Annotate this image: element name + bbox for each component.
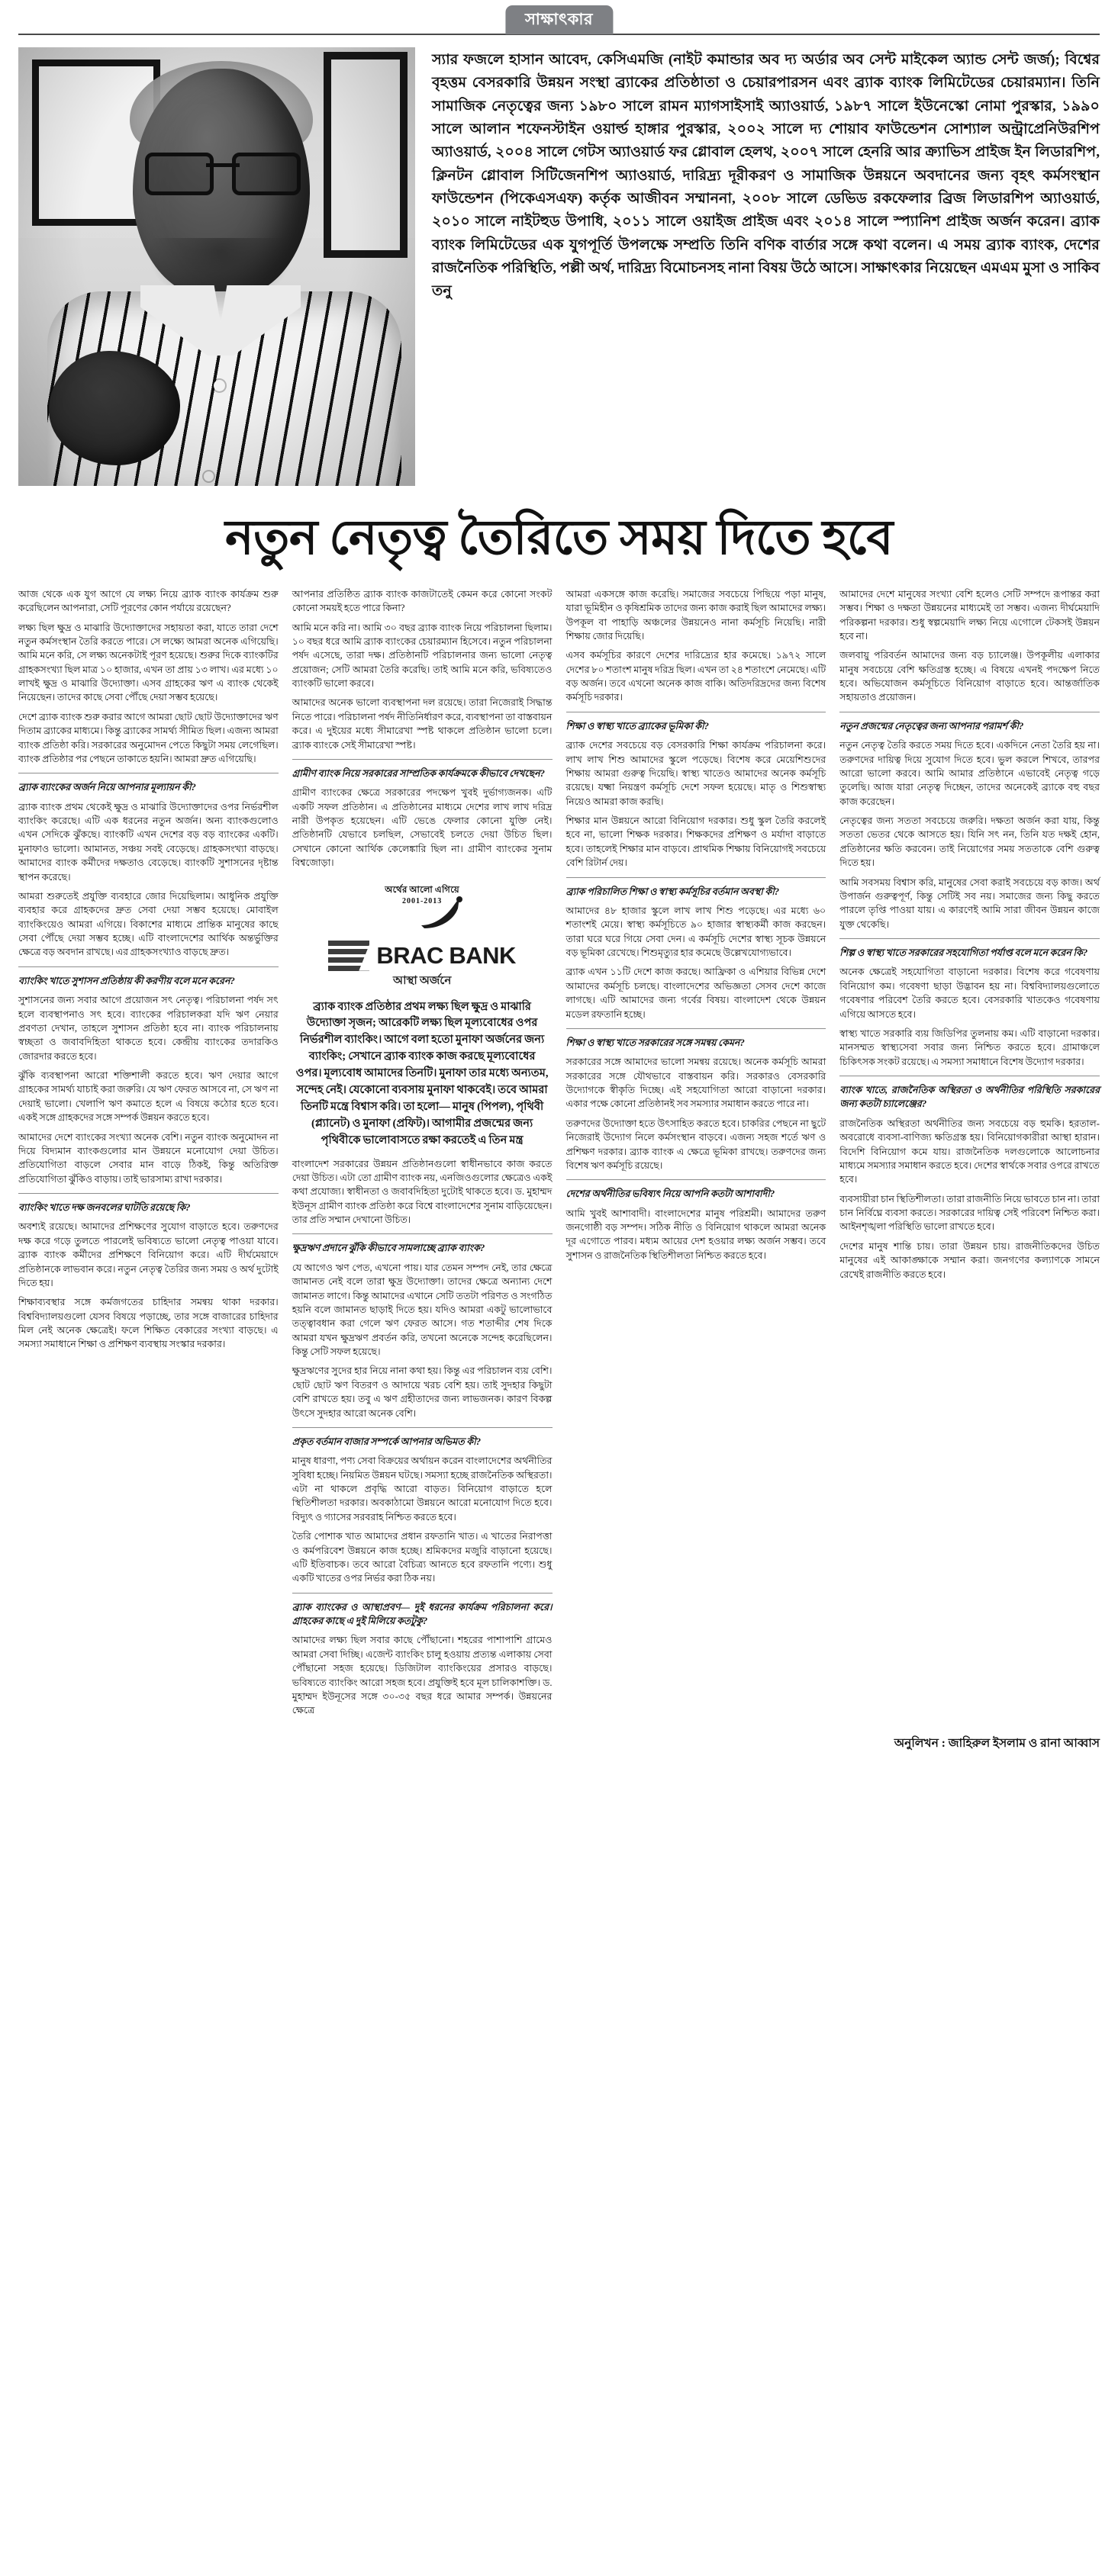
section-divider [292,759,553,760]
question-text: গ্রামীণ ব্যাংক নিয়ে সরকারের সাম্প্রতিক কার্যক্রমকে কীভাবে দেখছেন? [292,767,545,779]
question-text: শিল্প ও স্বাস্থ্য খাতে সরকারের সহযোগিতা পর্যাপ্ত বলে মনে করেন কি? [839,947,1088,959]
body-paragraph: ব্র্যাক দেশের সবচেয়ে বড় বেসরকারি শিক্ষা কার্যক্রম পরিচালনা করে। লাখ লাখ শিশু আমাদের স্কুলে পড়েছে। বিশেষ করে মেয়েশিশুদের শিক্ষায় আমরা গুরুত্ব দিয়েছি। স্বাস্থ্য খাতেও আমাদের অনেক কর্মসূচি রয়েছে। যক্ষ্মা নিয়ন্ত্রণ কর্মসূচি দেশে সফল হয়েছে। মাতৃ ও শিশুস্বাস্থ্য নিয়েও আমরা কাজ করছি। [565,740,826,807]
question-text: নতুন প্রজন্মের নেতৃত্বের জন্য আপনার পরামর্শ কী? [839,720,1024,732]
question-text: ব্যাংকিং খাতে দক্ষ জনবলের ঘাটতি রয়েছে কি? [18,1202,191,1214]
section-divider [292,1233,553,1234]
section-divider [566,1028,826,1029]
seal-years: 2001-2013 [401,896,443,905]
body-paragraph: ব্র্যাক ব্যাংক প্রথম থেকেই ক্ষুদ্র ও মাঝারি উদ্যোক্তাদের ওপর নির্ভরশীল ব্যাংকিং করেছে। এটি এক ধরনের নতুন অর্জন। অন্য ব্যাংকগুলোও এখন সেদিকে ঝুঁকছে। ব্যাংকটি এখন দেশের বড় বড় ব্যাংকের একটি। মুনাফাও ভালো। আমানত, সঞ্চয় সবই বেড়েছে। গ্রাহকসংখ্যা বাড়ছে। আমাদের ব্যাংক কর্মীদের দক্ষতাও বেড়েছে। ব্যাংকটি সুশাসনের দৃষ্টান্ত স্থাপন করেছে। [18,801,279,883]
body-paragraph: শিক্ষাব্যবস্থার সঙ্গে কর্মজগতের চাহিদার সমন্বয় থাকা দরকার। বিশ্ববিদ্যালয়গুলো যেসব বিষয়ে পড়াচ্ছে, তার সঙ্গে বাজারের চাহিদার মিল নেই অনেক ক্ষেত্রেই। ফলে শিক্ষিত বেকারের সংখ্যা বাড়ছে। এ সমস্যা সমাধানে শিক্ষা ও প্রশিক্ষণ ব্যবস্থায় সংস্কার দরকার। [18,1297,279,1350]
question-text: ব্র্যাক ব্যাংকের ও আস্থাপ্রবণ— দুই ধরনের কার্যক্রম পরিচালনা করে। গ্রাহকের কাছে এ দুই মিলিয়ে কতটুকু? [292,1601,553,1627]
body-paragraph: ঝুঁকি ব্যবস্থাপনা আরো শক্তিশালী করতে হবে। ঋণ দেয়ার আগে গ্রাহকের সামর্থ্য যাচাই করা জরুরি। যে ঋণ ফেরত আসবে না, সে ঋণ না দেয়াই ভালো। খেলাপি ঋণ কমাতে হলে এ বিষয়ে কঠোর হতে হবে। একই সঙ্গে গ্রাহকদের সঙ্গে সম্পর্ক উন্নয়ন করতে হবে। [18,1070,279,1124]
photo-vignette [18,47,415,486]
column-4 [839,587,1100,1287]
body-paragraph: অনেক ক্ষেত্রেই সহযোগিতা বাড়ানো দরকার। বিশেষ করে গবেষণায় বিনিয়োগ কম। গবেষণা ছাড়া উদ্ভাবন হয় না। বিশ্ববিদ্যালয়গুলোতে গবেষণার পরিবেশ তৈরি করতে হবে। বেসরকারি খাতকেও গবেষণায় এগিয়ে আসতে হবে। [839,966,1100,1020]
body-paragraph: ক্ষুদ্রঋণের সুদের হার নিয়ে নানা কথা হয়। কিন্তু এর পরিচালন ব্যয় বেশি। ছোট ছোট ঋণ বিতরণ ও আদায়ে খরচ বেশি হয়। তাই সুদহার কিছুটা বেশি রাখতে হয়। তবু এ ঋণ গ্রহীতাদের জন্য লাভজনক। কারণ বিকল্প উৎসে সুদহার আরো অনেক বেশি। [292,1365,553,1419]
body-paragraph: তরুণদের উদ্যোক্তা হতে উৎসাহিত করতে হবে। চাকরির পেছনে না ছুটে নিজেরাই উদ্যোগ নিলে কর্মসংস্থান বাড়বে। এজন্য সহজ শর্তে ঋণ ও প্রশিক্ষণ দরকার। ব্র্যাক ব্যাংক এ ক্ষেত্রে ভূমিকা রাখছে। তরুণদের জন্য বিশেষ ঋণ কর্মসূচি রয়েছে। [565,1118,826,1171]
body-paragraph: নেতৃত্বের জন্য সততা সবচেয়ে জরুরি। দক্ষতা অর্জন করা যায়, কিন্তু সততা ভেতর থেকে আসতে হয়। যিনি সৎ নন, তিনি যত দক্ষই হোন, প্রতিষ্ঠানের ক্ষতি করবেন। তাই নিয়োগের সময় সততাকে বেশি গুরুত্ব দিতে হয়। [839,815,1100,869]
body-paragraph: তৈরি পোশাক খাত আমাদের প্রধান রফতানি খাত। এ খাতের নিরাপত্তা ও কর্মপরিবেশ উন্নয়নে কাজ হচ্ছে। শ্রমিকদের মজুরি বাড়ানো হয়েছে। এটি ইতিবাচক। তবে আরো বৈচিত্র্য আনতে হবে রফতানি পণ্যে। শুধু একটি খাতের ওপর নির্ভর করা ঠিক নয়। [292,1531,553,1584]
top-block [18,35,1100,486]
section-badge: সাক্ষাৎকার [505,5,613,34]
brac-bank-logo-block [292,880,553,990]
body-paragraph: আমরা শুরুতেই প্রযুক্তি ব্যবহারে জোর দিয়েছিলাম। আধুনিক প্রযুক্তি ব্যবহার করে গ্রাহকদের দ্রুত সেবা দেয়া সম্ভব হয়েছে। মোবাইল ব্যাংকিংয়েও আমরা এগিয়ে। বিকাশের মাধ্যমে প্রান্তিক মানুষের কাছে সেবা পৌঁছে দেয়া সম্ভব হচ্ছে। এটি বাংলাদেশের আর্থিক অন্তর্ভুক্তির ক্ষেত্রে বড় অবদান রাখছে। এর গ্রাহকসংখ্যাও বাড়ছে দ্রুত। [18,890,279,958]
question-text: দেশের অর্থনীতির ভবিষ্যৎ নিয়ে আপনি কতটা আশাবাদী? [565,1188,775,1200]
body-columns [18,587,1100,1723]
section-divider [18,966,279,967]
body-paragraph: শিক্ষার মান উন্নয়নে আরো বিনিয়োগ দরকার। শুধু স্কুল তৈরি করলেই হবে না, ভালো শিক্ষক দরকার। শিক্ষকদের প্রশিক্ষণ ও মর্যাদা বাড়াতে হবে। তাহলেই শিক্ষার মান বাড়বে। প্রাথমিক শিক্ষায় বিনিয়োগই সবচেয়ে বেশি রিটার্ন দেয়। [565,815,826,869]
question-text: ক্ষুদ্রঋণ প্রদানে ঝুঁকি কীভাবে সামলাচ্ছে ব্র্যাক ব্যাংক? [292,1243,485,1254]
body-paragraph: স্বাস্থ্য খাতে সরকারি ব্যয় জিডিপির তুলনায় কম। এটি বাড়ানো দরকার। মানসম্মত স্বাস্থ্যসেবা সবার জন্য নিশ্চিত করতে হবে। গ্রামাঞ্চলে চিকিৎসক সংকট রয়েছে। এ সমস্যা সমাধানে বিশেষ উদ্যোগ দরকার। [839,1028,1100,1067]
portrait-photo-wrap [18,47,415,486]
column-2 [292,587,553,1723]
body-paragraph: গ্রামীণ ব্যাংকের ক্ষেত্রে সরকারের পদক্ষেপ খুবই দুর্ভাগ্যজনক। এটি একটি সফল প্রতিষ্ঠান। এ প্রতিষ্ঠানের মাধ্যমে দেশের লাখ লাখ দরিদ্র নারী উপকৃত হয়েছেন। এটি ভেঙে ফেলার কোনো যুক্তি নেই। প্রতিষ্ঠানটি যেভাবে চলছিল, সেভাবেই চলতে দেয়া উচিত ছিল। সেখানে কোনো আর্থিক কেলেঙ্কারি ছিল না। গ্রামীণ ব্যাংকের সুনাম বিশ্বজোড়া। [292,787,553,869]
seal-top-text: অর্থের আলো এগিয়ে [385,885,460,895]
body-paragraph: আমি খুবই আশাবাদী। বাংলাদেশের মানুষ পরিশ্রমী। আমাদের তরুণ জনগোষ্ঠী বড় সম্পদ। সঠিক নীতি ও বিনিয়োগ থাকলে আমরা অনেক দূর এগোতে পারব। মধ্যম আয়ের দেশ হওয়ার লক্ষ্য অর্জন সম্ভব। তবে সুশাসন ও রাজনৈতিক স্থিতিশীলতা নিশ্চিত করতে হবে। [565,1208,826,1261]
question-text: ব্র্যাক ব্যাংকের অর্জন নিয়ে আপনার মূল্যায়ন কী? [18,782,196,793]
pull-quote: ব্র্যাক ব্যাংক প্রতিষ্ঠার প্রথম লক্ষ্য ছিল ক্ষুদ্র ও মাঝারি উদ্যোক্তা সৃজন; আরেকটি লক্ষ্য ছিল মূল্যবোধের ওপর নির্ভরশীল ব্যাংকিং। আগে বলা হতো মুনাফা অর্জনের জন্য ব্যাংকিং; সেখানে ব্র্যাক ব্যাংক কাজ করছে মূল্যবোধের ওপর। মূল্যবোধ আমাদের তিনটি। মুনাফা তার মধ্যে অন্যতম, সন্দেহ নেই। যেকোনো ব্যবসায় মুনাফা থাকবেই। তবে আমরা তিনটি মন্ত্রে বিশ্বাস করি। তা হলো— মানুষ (পিপল), পৃথিবী (প্ল্যানেট) ও মুনাফা (প্রফিট)। আগামীর প্রজন্মের জন্য পৃথিবীকে ভালোবাসতে রক্ষা করতেই এ তিন মন্ত্র [295,1000,549,1146]
page-title: নতুন নেতৃত্ব তৈরিতে সময় দিতে হবে [225,511,893,564]
byline: অনুলিখন : জাহিরুল ইসলাম ও রানা আব্বাস [894,1736,1100,1750]
brac-bank-tagline: আস্থা অর্জনে [392,974,452,987]
body-paragraph: সুশাসনের জন্য সবার আগে প্রয়োজন সৎ নেতৃত্ব। পরিচালনা পর্ষদ সৎ হলে ব্যবস্থাপনাও সৎ হবে। ব্যাংকের পরিচালকরা যদি ঋণ নেয়ার প্রবণতা দেখান, তাহলে সুশাসন প্রতিষ্ঠা হবে না। ব্যাংক পরিচালনায় স্বচ্ছতা ও জবাবদিহিতা থাকতে হবে। কেন্দ্রীয় ব্যাংকের তদারকিও জোরদার করতে হবে। [18,995,279,1062]
body-paragraph: রাজনৈতিক অস্থিরতা অর্থনীতির জন্য সবচেয়ে বড় হুমকি। হরতাল-অবরোধে ব্যবসা-বাণিজ্য ক্ষতিগ্রস্ত হয়। বিনিয়োগকারীরা আস্থা হারান। বিদেশি বিনিয়োগ কমে যায়। রাজনৈতিক দলগুলোকে আলোচনার মাধ্যমে সমস্যার সমাধান করতে হবে। দেশের স্বার্থকে সবার ওপরে রাখতে হবে। [839,1118,1100,1185]
body-paragraph: সরকারের সঙ্গে আমাদের ভালো সমন্বয় রয়েছে। অনেক কর্মসূচি আমরা সরকারের সঙ্গে যৌথভাবে বাস্তবায়ন করি। সরকারও বেসরকারি উদ্যোগকে স্বীকৃতি দিচ্ছে। এই সহযোগিতা আরো বাড়ানো দরকার। একার পক্ষে কোনো প্রতিষ্ঠানই সব সমস্যার সমাধান করতে পারে না। [565,1056,826,1110]
anniversary-seal [365,880,479,939]
question-text: শিক্ষা ও স্বাস্থ্য খাতে সরকারের সঙ্গে সমন্বয় কেমন? [565,1037,745,1048]
portrait-photo [18,47,415,486]
body-paragraph: আপনার প্রতিষ্ঠিত ব্র্যাক ব্যাংক কাজটাতেই কেমন করে কোনো সংকট কোনো সময়ই হতে পারে কিনা? [292,588,553,614]
question-text: শিক্ষা ও স্বাস্থ্য খাতে ব্র্যাকের ভূমিকা কী? [565,720,709,732]
body-paragraph: আমাদের ৪৮ হাজার স্কুলে লাখ লাখ শিশু পড়েছে। এর মধ্যে ৬০ শতাংশই মেয়ে। স্বাস্থ্য কর্মসূচিতে ৯০ হাজার স্বাস্থ্যকর্মী কাজ করছেন। তারা ঘরে ঘরে গিয়ে সেবা দেন। এ কর্মসূচি দেশের স্বাস্থ্য সূচক উন্নয়নে বড় ভূমিকা রেখেছে। শিশুমৃত্যুর হার কমেছে উল্লেখযোগ্যভাবে। [565,905,826,959]
body-paragraph: আমাদের দেশে ব্যাংকের সংখ্যা অনেক বেশি। নতুন ব্যাংক অনুমোদন না দিয়ে বিদ্যমান ব্যাংকগুলোর মান উন্নয়নে মনোযোগ দেয়া উচিত। প্রতিযোগিতা বাড়লে সেবার মান বাড়ে ঠিকই, কিন্তু অতিরিক্ত প্রতিযোগিতা ঝুঁকিও বাড়ায়। তাই ভারসাম্য রাখা দরকার। [18,1131,279,1185]
body-paragraph: নতুন নেতৃত্ব তৈরি করতে সময় দিতে হবে। একদিনে নেতা তৈরি হয় না। তরুণদের দায়িত্ব দিয়ে সুযোগ দিতে হবে। ভুল করলে শিখবে, তারপর আরো ভালো করবে। আমি আমার প্রতিষ্ঠানে এভাবেই নেতৃত্ব গড়ে তুলেছি। আজ যারা নেতৃত্ব দিচ্ছেন, তাদের অনেকেই ব্র্যাকে বহু বছর কাজ করেছেন। [839,740,1100,807]
body-paragraph: এসব কর্মসূচির কারণে দেশের দারিদ্র্যের হার কমেছে। ১৯৭২ সালে দেশের ৮০ শতাংশ মানুষ দরিদ্র ছিল। এখন তা ২৪ শতাংশে নেমেছে। এটি বড় অর্জন। তবে এখনো অনেক কাজ বাকি। অতিদরিদ্রদের জন্য বিশেষ কর্মসূচি দরকার। [565,650,826,703]
body-paragraph: দেশের মানুষ শান্তি চায়। তারা উন্নয়ন চায়। রাজনীতিকদের উচিত মানুষের এই আকাঙ্ক্ষাকে সম্মান করা। জনগণের কল্যাণকে সামনে রেখেই রাজনীতি করতে হবে। [839,1240,1100,1280]
body-paragraph: আমাদের দেশে মানুষের সংখ্যা বেশি হলেও সেটি সম্পদে রূপান্তর করা সম্ভব। শিক্ষা ও দক্ষতা উন্নয়নের মাধ্যমেই তা সম্ভব। এজন্য দীর্ঘমেয়াদি পরিকল্পনা দরকার। শুধু স্বল্পমেয়াদি লক্ষ্য নিয়ে এগোলে টেকসই উন্নয়ন হবে না। [839,588,1100,642]
brac-bank-wordmark: BRAC BANK [376,942,516,970]
question-text: ব্যাংকিং খাতে সুশাসন প্রতিষ্ঠায় কী করণীয় বলে মনে করেন? [18,975,235,986]
brac-bank-wordmark-row [292,941,553,971]
intro-paragraph: স্যার ফজলে হাসান আবেদ, কেসিএমজি (নাইট কমান্ডার অব দ্য অর্ডার অব সেন্ট মাইকেল অ্যান্ড সেন্ট জর্জ); বিশ্বের বৃহত্তম বেসরকারি উন্নয়ন সংস্থা ব্র্যাকের প্রতিষ্ঠাতা ও চেয়ারপারসন এবং ব্র্যাক ব্যাংক লিমিটেডের চেয়ারম্যান। তিনি সামাজিক নেতৃত্বের জন্য ১৯৮০ সালে রামন ম্যাগসাইসাই অ্যাওয়ার্ড, ১৯৮৭ সালে ইউনেস্কো নোমা পুরস্কার, ১৯৯০ সালে আলান শফেনস্টাইন ওয়ার্ল্ড হাঙ্গার পুরস্কার, ২০০২ সালে দ্য শোয়াব ফাউন্ডেশন সোশ্যাল অন্ট্রাপ্রেনিউরশিপ অ্যাওয়ার্ড, ২০০৪ সালে গেটস অ্যাওয়ার্ড ফর গ্লোবাল হেলথ, ২০০৭ সালে হেনরি আর ক্র্যাভিস প্রাইজ ইন লিডারশিপ, ক্লিনটন গ্লোবাল সিটিজেনশিপ অ্যাওয়ার্ড, দারিদ্র্য দূরীকরণ ও সামাজিক উন্নয়নে অবদানের জন্য বৃহৎ কর্মসংস্থান ফাউন্ডেশন (পিকেএসএফ) কর্তৃক আজীবন সম্মাননা, ২০০৮ সালে ডেভিড রকফেলার ব্রিজ লিডারশিপ অ্যাওয়ার্ড, ২০১০ সালে নাইটহুড উপাধি, ২০১১ সালে ওয়াইজ প্রাইজ এবং ২০১৪ সালে স্প্যানিশ প্রাইজ অর্জন করেন। ব্র্যাক ব্যাংক লিমিটেডের এক যুগপূর্তি উপলক্ষে সম্প্রতি তিনি বণিক বার্তার সঙ্গে কথা বলেন। এ সময় ব্র্যাক ব্যাংক, দেশের রাজনৈতিক পরিস্থিতি, পল্লী অর্থ, দারিদ্র্য বিমোচনসহ নানা বিষয় উঠে আসে। সাক্ষাৎকার নিয়েছেন এমএম মুসা ও সাকিব তনু [432,52,1100,300]
body-paragraph: অবশ্যই রয়েছে। আমাদের প্রশিক্ষণের সুযোগ বাড়াতে হবে। তরুণদের দক্ষ করে গড়ে তুলতে পারলেই ভবিষ্যতে ভালো নেতৃত্ব পাওয়া যাবে। ব্র্যাক ব্যাংক কর্মীদের প্রশিক্ষণে বিনিয়োগ করে। এটি দীর্ঘমেয়াদে প্রতিষ্ঠানকে লাভবান করে। নতুন নেতৃত্ব তৈরির জন্য সময় ও অর্থ দুটোই দিতে হয়। [18,1221,279,1288]
question-text: ব্র্যাক পরিচালিত শিক্ষা ও স্বাস্থ্য কর্মসূচির বর্তমান অবস্থা কী? [565,886,780,897]
seal-swoosh-icon [420,895,466,928]
body-paragraph: লক্ষ্য ছিল ক্ষুদ্র ও মাঝারি উদ্যোক্তাদের সহায়তা করা, যাতে তারা দেশে নতুন কর্মসংস্থান তৈরি করতে পারে। সে লক্ষ্যে আমরা অনেক এগিয়েছি। আমি মনে করি, সে লক্ষ্য অনেকটাই পূরণ হয়েছে। শুরুর দিকে ব্যাংকটির গ্রাহকসংখ্যা ছিল মাত্র ১০ হাজার, এখন তা প্রায় ১৩ লাখ। এর মধ্যে ১০ লাখই ক্ষুদ্র ও মাঝারি উদ্যোক্তা। এসব গ্রাহকের ঋণ এ ব্যাংক থেকেই নিয়েছেন। তাদের কাছে সেবা পৌঁছে দেয়া সম্ভব হয়েছে। [18,622,279,703]
body-paragraph: মানুষ ধারণা, পণ্য সেবা বিক্রয়ের অর্থায়ন করেন বাংলাদেশের অর্থনীতির সুবিধা হচ্ছে। নিয়মিত উন্নয়ন ঘটছে। সমস্যা হচ্ছে রাজনৈতিক অস্থিরতা। এটা না থাকলে প্রবৃদ্ধি আরো বাড়ত। বিনিয়োগ বাড়াতে হলে স্থিতিশীলতা দরকার। অবকাঠামো উন্নয়নে আরো মনোযোগ দিতে হবে। বিদ্যুৎ ও গ্যাসের সরবরাহ নিশ্চিত করতে হবে। [292,1455,553,1523]
section-divider [839,938,1100,939]
body-paragraph: যে আগেও ঋণ পেত, এখনো পায়। যার তেমন সম্পদ নেই, তার ক্ষেত্রে জামানত নেই বলে তারা ক্ষুদ্র উদ্যোক্তা। তাদের ক্ষেত্রে অন্যান্য দেশে জামানত লাগে। কিন্তু আমাদের এখানে সেটি ততটা পরিণত ও সংগঠিত হয়নি বলে জামানত ছাড়াই দিতে হয়। যদিও আমরা একটু ভালোভাবে তত্ত্বাবধান করা গেলে ঋণ ফেরত আসে। গত শতাব্দীর শেষ দিকে আমরা যখন ক্ষুদ্রঋণ প্রবর্তন করি, তখনো অনেকে সন্দেহ করেছিলেন। কিন্তু সেটি সফল হয়েছে। [292,1262,553,1358]
brac-bank-mark-icon [328,941,369,971]
column-3 [566,587,826,1268]
body-paragraph: আমাদের লক্ষ্য ছিল সবার কাছে পৌঁছানো। শহরের পাশাপাশি গ্রামেও আমরা সেবা দিচ্ছি। এজেন্ট ব্যাংকিং চালু হওয়ায় প্রত্যন্ত এলাকায় সেবা পৌঁছানো সহজ হয়েছে। ডিজিটাল ব্যাংকিংয়ের প্রসারও বাড়ছে। ভবিষ্যতে ব্যাংকিং আরো সহজ হবে। প্রযুক্তিই হবে মূল চালিকাশক্তি। ড. মুহাম্মদ ইউনূসের সঙ্গে ৩০-৩৫ বছর ধরে আমার সম্পর্ক। উন্নয়নের ক্ষেত্রে [292,1635,553,1716]
column-1 [18,587,279,1357]
body-paragraph: আমাদের অনেক ভালো ব্যবস্থাপনা দল রয়েছে। তারা নিজেরাই সিদ্ধান্ত নিতে পারে। পরিচালনা পর্ষদ নীতিনির্ধারণ করে, ব্যবস্থাপনা তা বাস্তবায়ন করে। এ দুইয়ের মধ্যে সীমারেখা স্পষ্ট থাকলে প্রতিষ্ঠান ভালো চলে। ব্র্যাক ব্যাংকে সেই সীমারেখা স্পষ্ট। [292,697,553,751]
body-paragraph: ব্র্যাক এখন ১১টি দেশে কাজ করছে। আফ্রিকা ও এশিয়ার বিভিন্ন দেশে আমাদের কর্মসূচি চলছে। বাংলাদেশের অভিজ্ঞতা সেসব দেশে কাজে লাগছে। এটি আমাদের জন্য গর্বের বিষয়। বাংলাদেশ থেকে উন্নয়ন মডেল রফতানি হচ্ছে। [565,966,826,1020]
question-text: ব্যাংক খাতে, রাজনৈতিক অস্থিরতা ও অর্থনীতির পরিস্থিতি সরকারের জন্য কতটা চ্যালেঞ্জের? [839,1085,1100,1110]
section-divider [292,1593,553,1594]
body-paragraph: দেশে ব্র্যাক ব্যাংক শুরু করার আগে আমরা ছোট ছোট উদ্যোক্তাদের ঋণ দিতাম ব্র্যাকের মাধ্যমে। কিন্তু ব্র্যাকের সামর্থ্য সীমিত ছিল। এজন্য আমরা ব্যাংক প্রতিষ্ঠা করি। সরকারের অনুমোদন পেতে কিছুটা সময় লেগেছিল। ব্যাংক প্রতিষ্ঠার পর পেছনে তাকাতে হয়নি। আমরা দ্রুত এগিয়েছি। [18,711,279,764]
masthead [18,0,1100,35]
section-divider [566,1179,826,1180]
body-paragraph: বাংলাদেশ সরকারের উন্নয়ন প্রতিষ্ঠানগুলো স্বাধীনভাবে কাজ করতে দেয়া উচিত। এটা তো গ্রামীণ ব্যাংক নয়, এনজিওগুলোর ক্ষেত্রেও একই কথা প্রযোজ্য। স্বাধীনতা ও জবাবদিহিতা দুটোই থাকতে হবে। ড. মুহাম্মদ ইউনূস গ্রামীণ ব্যাংক প্রতিষ্ঠা করে বিশ্বে বাংলাদেশের সুনাম বাড়িয়েছেন। তার প্রতি সম্মান দেখানো উচিত। [292,1158,553,1226]
body-paragraph: আমি সবসময় বিশ্বাস করি, মানুষের সেবা করাই সবচেয়ে বড় কাজ। অর্থ উপার্জন গুরুত্বপূর্ণ, কিন্তু সেটিই সব নয়। সমাজের জন্য কিছু করতে পারলে তৃপ্তি পাওয়া যায়। এ কারণেই আমি সারা জীবন উন্নয়ন কাজে যুক্ত থেকেছি। [839,876,1100,930]
body-paragraph: আমরা একসঙ্গে কাজ করেছি। সমাজের সবচেয়ে পিছিয়ে পড়া মানুষ, যারা ভূমিহীন ও কৃষিশ্রমিক তাদের জন্য কাজ করাই ছিল আমাদের লক্ষ্য। উপকূল বা পাহাড়ি অঞ্চলের উন্নয়নেও নানা কর্মসূচি নিয়েছি। নারী শিক্ষায় জোর দিয়েছি। [565,588,826,642]
section-divider [566,877,826,878]
body-paragraph: জলবায়ু পরিবর্তন আমাদের জন্য বড় চ্যালেঞ্জ। উপকূলীয় এলাকার মানুষ সবচেয়ে বেশি ক্ষতিগ্রস্ত হচ্ছে। এ বিষয়ে এখনই পদক্ষেপ নিতে হবে। অভিযোজন কর্মসূচিতে বিনিয়োগ বাড়াতে হবে। আন্তর্জাতিক সহায়তাও প্রয়োজন। [839,650,1100,703]
body-paragraph: ব্যবসায়ীরা চান স্থিতিশীলতা। তারা রাজনীতি নিয়ে ভাবতে চান না। তারা চান নির্বিঘ্নে ব্যবসা করতে। সরকারের দায়িত্ব সেই পরিবেশ নিশ্চিত করা। আইনশৃঙ্খলা পরিস্থিতি ভালো রাখতে হবে। [839,1193,1100,1233]
section-divider [18,1193,279,1194]
question-text: প্রকৃত বর্তমান বাজার সম্পর্কে আপনার অভিমত কী? [292,1436,481,1447]
body-paragraph: আমি মনে করি না। আমি ৩০ বছর ব্র্যাক ব্যাংক নিয়ে পরিচালনা ছিলাম। ১০ বছর ধরে আমি ব্র্যাক ব্যাংকের চেয়ারম্যান হিসেবে। নতুন পরিচালনা পর্ষদ এসেছে, তারা দক্ষ। প্রতিষ্ঠানটি পরিচালনার জন্য ভালো নেতৃত্ব প্রয়োজন; সেটি আমরা তৈরি করেছি। তাই আমি মনে করি, ভবিষ্যতেও ব্যাংকটি ভালো করবে। [292,622,553,690]
body-paragraph: আজ থেকে এক যুগ আগে যে লক্ষ্য নিয়ে ব্র্যাক ব্যাংক কার্যক্রম শুরু করেছিলেন আপনারা, সেটি পূরণের কোন পর্যায়ে রয়েছেন? [18,588,279,614]
section-divider [292,1427,553,1428]
